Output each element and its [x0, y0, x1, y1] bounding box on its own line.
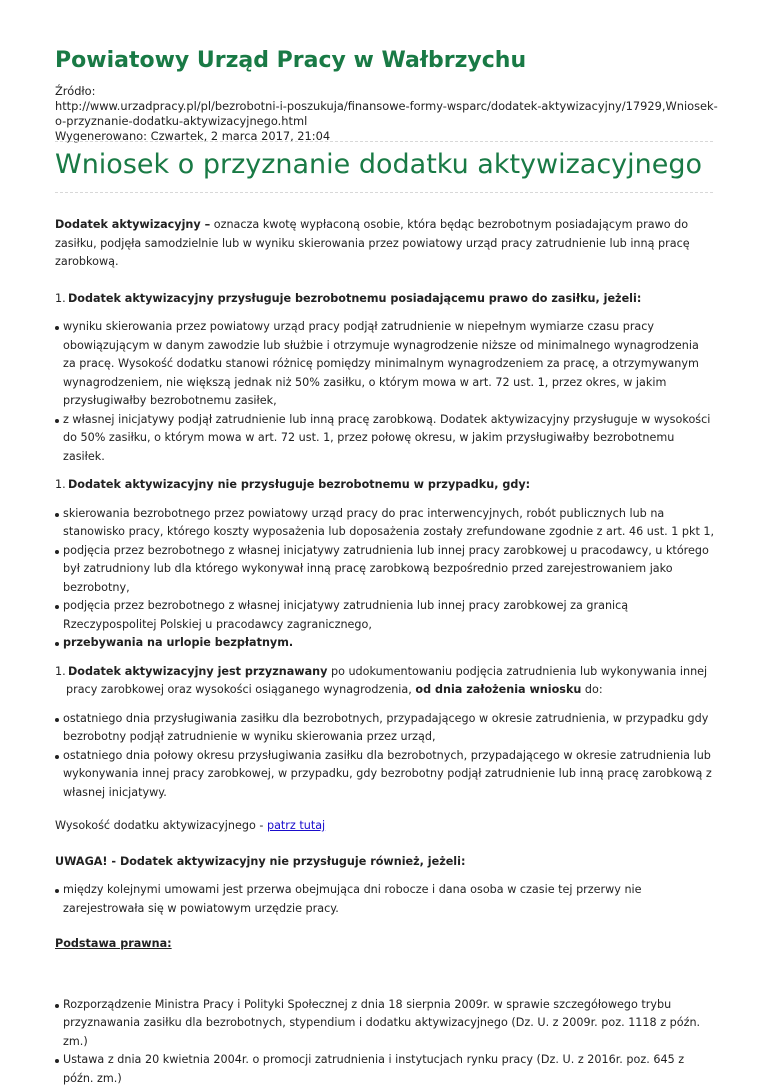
- divider-top: [55, 141, 713, 142]
- section2-list: [55, 505, 715, 653]
- intro-paragraph: [55, 216, 715, 272]
- section1-heading: 1. Dodatek aktywizacyjny przysługuje bezrobotnemu posiadającemu prawo do zasiłku, jeżeli:: [55, 290, 715, 309]
- intro-text: oznacza kwotę wypłaconą osobie, która będąc bezrobotnym posiadającym prawo do zasiłku, podjęła samodzielnie lub w wyniku skierowania przez powiatowy urząd pracy zatrudnienie lub inną pracę zarobkową.: [55, 218, 690, 268]
- legal-list: [55, 996, 715, 1088]
- amount-link[interactable]: patrz tutaj: [267, 819, 325, 832]
- list-item: Rozporządzenie Ministra Pracy i Polityki Społecznej z dnia 18 sierpnia 2009r. w sprawie szczegółowego trybu przyznawania zasiłku dla bezrobotnych, stypendium i dodatku aktywizacyjnego (Dz. U. z 2009r. poz. 1118 z późn. zm.): [55, 996, 715, 1052]
- legal-heading: Podstawa prawna:: [55, 935, 715, 954]
- generated-date: Wygenerowano: Czwartek, 2 marca 2017, 21:04: [55, 129, 725, 144]
- list-item: z własnej inicjatywy podjął zatrudnienie lub inną pracę zarobkową. Dodatek aktywizacyjny przysługuje w wysokości do 50% zasiłku, o którym mowa w art. 72 ust. 1, przez połowę okresu, w jakim przysługiwałby bezrobotnemu zasiłek.: [55, 411, 715, 467]
- divider-bottom: [55, 192, 713, 193]
- list-item: przebywania na urlopie bezpłatnym.: [55, 634, 715, 653]
- section2-heading: 1. Dodatek aktywizacyjny nie przysługuje bezrobotnemu w przypadku, gdy:: [55, 476, 715, 495]
- list-item: ostatniego dnia przysługiwania zasiłku dla bezrobotnych, przypadającego w okresie zatrudnienia, w przypadku gdy bezrobotny podjął zatrudnienie w wyniku skierowania przez urząd,: [55, 710, 715, 747]
- section3-heading: 1. Dodatek aktywizacyjny jest przyznawany po udokumentowaniu podjęcia zatrudnienia lub wykonywania innej pracy zarobkowej oraz wysokości osiąganego wynagrodzenia, od dnia założenia wniosku do:: [55, 663, 715, 700]
- list-item: Ustawa z dnia 20 kwietnia 2004r. o promocji zatrudnienia i instytucjach rynku pracy (Dz. U. z 2016r. poz. 645 z późn. zm.): [55, 1051, 715, 1088]
- warning-list: [55, 881, 715, 918]
- section3-list: [55, 710, 715, 803]
- amount-paragraph: Wysokość dodatku aktywizacyjnego - patrz tutaj: [55, 817, 715, 836]
- warning-heading: UWAGA! - Dodatek aktywizacyjny nie przysługuje również, jeżeli:: [55, 853, 715, 872]
- section1-list: [55, 318, 715, 466]
- list-item: wyniku skierowania przez powiatowy urząd pracy podjął zatrudnienie w niepełnym wymiarze czasu pracy obowiązującym w danym zawodzie lub służbie i otrzymuje wynagrodzenie niższe od minimalnego wynagrodzenia za pracę. Wysokość dodatku stanowi różnicę pomiędzy minimalnym wynagrodzeniem za pracę, a otrzymywanym wynagrodzeniem, nie większą jednak niż 50% zasiłku, o którym mowa w art. 72 ust. 1, przez okres, w jakim przysługiwałby bezrobotnemu zasiłek,: [55, 318, 715, 411]
- section1-heading-list: [55, 290, 715, 309]
- list-item: między kolejnymi umowami jest przerwa obejmująca dni robocze i dana osoba w czasie tej przerwy nie zarejestrowała się w powiatowym urzędzie pracy.: [55, 881, 715, 918]
- page-title: Wniosek o przyznanie dodatku aktywizacyjnego: [55, 149, 702, 181]
- list-item: skierowania bezrobotnego przez powiatowy urząd pracy do prac interwencyjnych, robót publicznych lub na stanowisko pracy, którego koszty wyposażenia lub doposażenia zostały zrefundowane zgodnie z art. 46 ust. 1 pkt 1,: [55, 505, 715, 542]
- list-item: podjęcia przez bezrobotnego z własnej inicjatywy zatrudnienia lub innej pracy zarobkowej u pracodawcy, u którego był zatrudniony lub dla którego wykonywał inną pracę zarobkową bezpośrednio przed zarejestrowaniem jako bezrobotny,: [55, 542, 715, 598]
- intro-bold: Dodatek aktywizacyjny –: [55, 218, 210, 231]
- list-item: podjęcia przez bezrobotnego z własnej inicjatywy zatrudnienia lub innej pracy zarobkowej za granicą Rzeczypospolitej Polskiej u pracodawcy zagranicznego,: [55, 597, 715, 634]
- section2-heading-list: [55, 476, 715, 495]
- section3-heading-list: [55, 663, 715, 700]
- org-title: Powiatowy Urząd Pracy w Wałbrzychu: [55, 48, 526, 74]
- source-label: Źródło:: [55, 84, 725, 99]
- source-url: http://www.urzadpracy.pl/pl/bezrobotni-i-poszukuja/finansowe-formy-wsparc/dodatek-aktywizacyjny/17929,Wniosek-o-przyznanie-dodatku-aktywizacyjnego.html: [55, 99, 725, 129]
- list-item: ostatniego dnia połowy okresu przysługiwania zasiłku dla bezrobotnych, przypadającego w okresie zatrudnienia lub wykonywania innej pracy zarobkowej, w przypadku, gdy bezrobotny podjął zatrudnienie lub inną pracę zarobkową z własnej inicjatywy.: [55, 747, 715, 803]
- article-body: [55, 216, 715, 1088]
- source-meta: [55, 84, 725, 144]
